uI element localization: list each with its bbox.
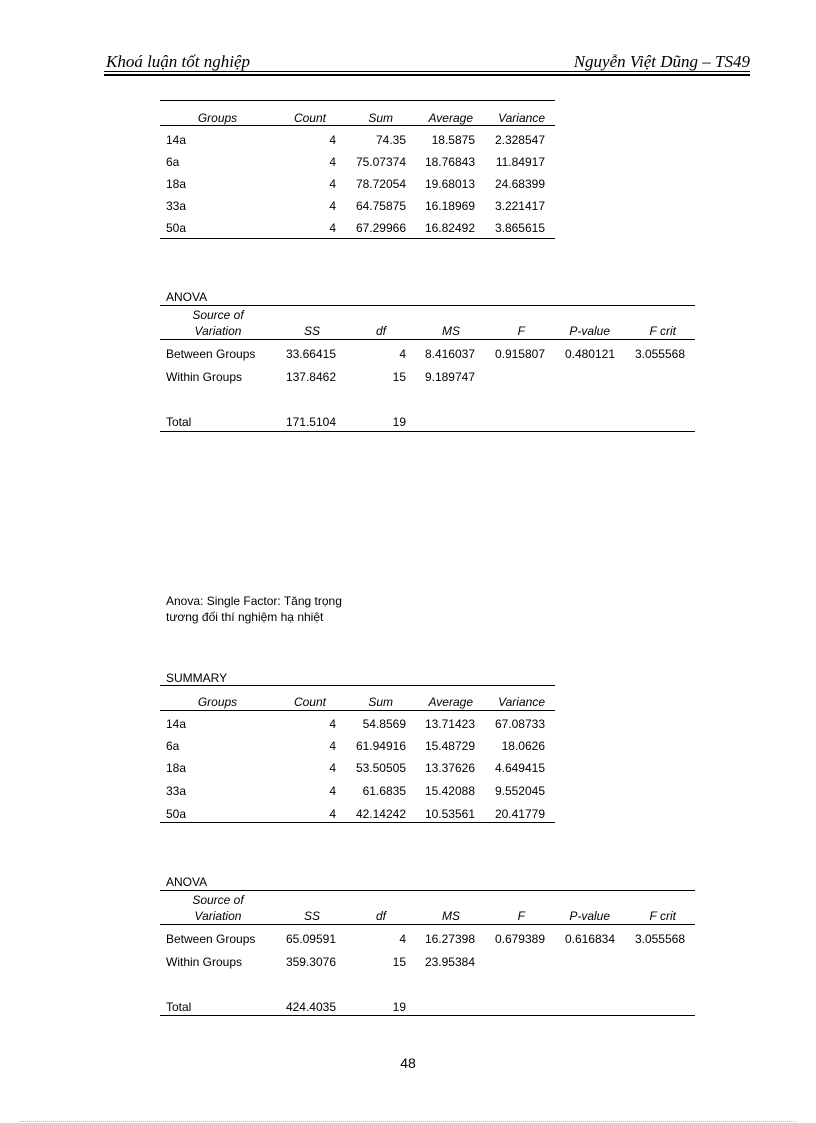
table-total-row	[160, 415, 695, 429]
table-row	[160, 370, 695, 384]
cell-variance: 3.865615	[494, 221, 545, 235]
col-header-average: Average	[428, 695, 473, 709]
cell-variance: 11.84917	[495, 155, 545, 169]
col-header-ms: MS	[442, 324, 460, 338]
cell-sum: 53.50505	[355, 761, 406, 775]
table-row	[160, 717, 555, 731]
cell-total-ss: 424.4035	[285, 1000, 336, 1014]
cell-variance: 20.41779	[494, 807, 545, 821]
table-row	[160, 347, 695, 361]
cell-sum: 74.35	[375, 133, 406, 147]
table-top-rule	[160, 685, 555, 686]
cell-group: 18a	[166, 177, 187, 191]
cell-sum: 61.6835	[362, 784, 406, 798]
cell-variance: 18.0626	[501, 739, 545, 753]
cell-count: 4	[329, 199, 336, 213]
table-row	[160, 932, 695, 946]
cell-source: Between Groups	[166, 347, 256, 361]
cell-variance: 24.68399	[494, 177, 545, 191]
cell-count: 4	[329, 133, 336, 147]
cell-sum: 78.72054	[355, 177, 406, 191]
cell-count: 4	[329, 717, 336, 731]
table-header-rule	[160, 924, 695, 925]
col-header-variation: Variation	[194, 324, 242, 338]
cell-average: 19.68013	[424, 177, 475, 191]
cell-count: 4	[329, 739, 336, 753]
cell-group: 33a	[166, 784, 187, 798]
cell-total-label: Total	[166, 415, 192, 429]
table-header-row	[160, 893, 695, 923]
col-header-sum: Sum	[368, 111, 393, 125]
cell-average: 16.82492	[424, 221, 475, 235]
cell-df: 15	[392, 370, 406, 384]
cell-sum: 75.07374	[355, 155, 406, 169]
cell-average: 10.53561	[424, 807, 475, 821]
header-rule	[104, 71, 750, 72]
table-row	[160, 739, 555, 753]
cell-df: 4	[399, 932, 406, 946]
col-header-groups: Groups	[197, 111, 238, 125]
cell-average: 18.76843	[424, 155, 475, 169]
cell-count: 4	[329, 221, 336, 235]
table-bottom-rule	[160, 822, 555, 823]
col-header-groups: Groups	[197, 695, 238, 709]
cell-ms: 9.189747	[424, 370, 475, 384]
cell-count: 4	[329, 155, 336, 169]
cell-group: 6a	[166, 739, 180, 753]
cell-group: 50a	[166, 807, 187, 821]
cell-group: 18a	[166, 761, 187, 775]
table-header-row	[160, 308, 695, 338]
cell-group: 14a	[166, 717, 187, 731]
anova-caption: Anova: Single Factor: Tăng trọng tương đối thí nghiệm hạ nhiệt	[166, 594, 342, 624]
col-header-variance: Variance	[498, 695, 545, 709]
col-header-fcrit: F crit	[649, 324, 676, 338]
col-header-pvalue: P-value	[569, 909, 610, 923]
cell-group: 33a	[166, 199, 187, 213]
col-header-source: Source of	[192, 308, 244, 322]
cell-total-df: 19	[392, 1000, 406, 1014]
cell-ss: 65.09591	[285, 932, 336, 946]
cell-sum: 61.94916	[355, 739, 406, 753]
cell-count: 4	[329, 784, 336, 798]
table-row	[160, 177, 555, 191]
cell-variance: 3.221417	[494, 199, 545, 213]
col-header-ss: SS	[303, 909, 320, 923]
table-top-rule	[160, 305, 695, 306]
cell-df: 15	[392, 955, 406, 969]
cell-ss: 33.66415	[285, 347, 336, 361]
cell-count: 4	[329, 177, 336, 191]
anova-table-2	[160, 875, 695, 1020]
table-bottom-rule	[160, 238, 555, 239]
table-header-rule	[160, 125, 555, 126]
anova-title: ANOVA	[166, 290, 208, 304]
cell-ms: 23.95384	[424, 955, 475, 969]
col-header-pvalue: P-value	[569, 324, 610, 338]
cell-total-df: 19	[392, 415, 406, 429]
cell-source: Within Groups	[166, 370, 243, 384]
table-total-row	[160, 1000, 695, 1014]
cell-variance: 2.328547	[494, 133, 545, 147]
cell-source: Within Groups	[166, 955, 243, 969]
col-header-df: df	[375, 324, 386, 338]
table-header-rule	[160, 339, 695, 340]
summary-title: SUMMARY	[166, 671, 228, 685]
cell-pvalue: 0.480121	[564, 347, 615, 361]
summary-table-2	[160, 671, 555, 823]
cell-average: 15.48729	[424, 739, 475, 753]
table-row	[160, 155, 555, 169]
cell-df: 4	[399, 347, 406, 361]
cell-sum: 64.75875	[355, 199, 406, 213]
cell-count: 4	[329, 761, 336, 775]
anova-table-1	[160, 290, 695, 435]
cell-f: 0.679389	[494, 932, 545, 946]
cell-total-label: Total	[166, 1000, 192, 1014]
table-row	[160, 199, 555, 213]
cell-sum: 42.14242	[355, 807, 406, 821]
table-bottom-rule	[160, 1015, 695, 1016]
cell-source: Between Groups	[166, 932, 256, 946]
page-header	[104, 52, 750, 74]
cell-variance: 67.08733	[494, 717, 545, 731]
table-row	[160, 133, 555, 147]
col-header-count: Count	[293, 111, 326, 125]
header-thesis-title: Khoá luận tốt nghiệp	[106, 52, 251, 71]
cell-variance: 4.649415	[494, 761, 545, 775]
cell-group: 6a	[166, 155, 180, 169]
cell-ss: 137.8462	[285, 370, 336, 384]
table-bottom-rule	[160, 431, 695, 432]
col-header-fcrit: F crit	[649, 909, 676, 923]
col-header-variance: Variance	[498, 111, 545, 125]
cell-ss: 359.3076	[285, 955, 336, 969]
anova-title: ANOVA	[166, 875, 208, 889]
cell-average: 15.42088	[424, 784, 475, 798]
col-header-count: Count	[293, 695, 326, 709]
table-row	[160, 955, 695, 969]
summary-table-1	[160, 100, 555, 240]
col-header-sum: Sum	[368, 695, 393, 709]
page-number: 48	[400, 1055, 416, 1071]
table-row	[160, 761, 555, 775]
cell-variance: 9.552045	[494, 784, 545, 798]
page-footer-rule	[20, 1121, 796, 1122]
col-header-ms: MS	[442, 909, 460, 923]
table-row	[160, 784, 555, 798]
table-row	[160, 221, 555, 235]
col-header-f: F	[517, 324, 525, 338]
cell-group: 14a	[166, 133, 187, 147]
cell-fcrit: 3.055568	[634, 347, 685, 361]
table-header-row	[160, 695, 555, 709]
col-header-variation: Variation	[194, 909, 242, 923]
cell-average: 16.18969	[424, 199, 475, 213]
cell-average: 18.5875	[431, 133, 475, 147]
cell-fcrit: 3.055568	[634, 932, 685, 946]
cell-sum: 67.29966	[355, 221, 406, 235]
col-header-source: Source of	[192, 893, 244, 907]
cell-average: 13.37626	[424, 761, 475, 775]
table-top-rule	[160, 100, 555, 101]
cell-ms: 8.416037	[424, 347, 475, 361]
cell-pvalue: 0.616834	[564, 932, 615, 946]
cell-count: 4	[329, 807, 336, 821]
table-row	[160, 807, 555, 821]
header-author: Nguyễn Việt Dũng – TS49	[573, 52, 750, 71]
col-header-average: Average	[428, 111, 473, 125]
col-header-f: F	[517, 909, 525, 923]
cell-sum: 54.8569	[362, 717, 406, 731]
table-header-row	[160, 111, 555, 125]
cell-ms: 16.27398	[424, 932, 475, 946]
cell-group: 50a	[166, 221, 187, 235]
col-header-ss: SS	[303, 324, 320, 338]
table-top-rule	[160, 890, 695, 891]
cell-average: 13.71423	[424, 717, 475, 731]
header-rule-thick	[104, 74, 750, 76]
cell-total-ss: 171.5104	[285, 415, 336, 429]
cell-f: 0.915807	[494, 347, 545, 361]
table-header-rule	[160, 710, 555, 711]
col-header-df: df	[375, 909, 386, 923]
